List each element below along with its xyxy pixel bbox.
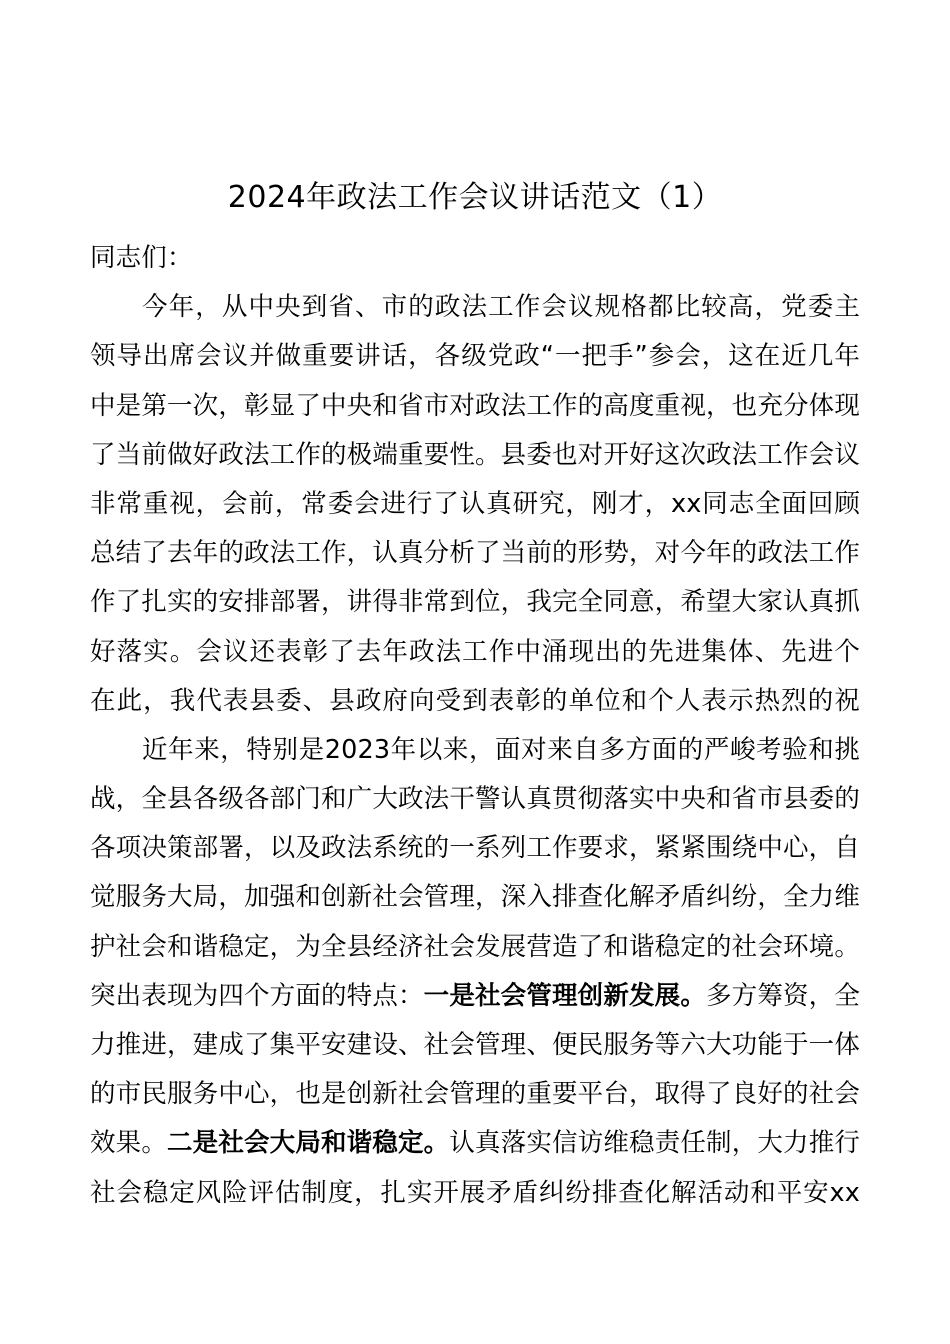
paragraph-2-line-6-text-b: 多方筹资，全 — [706, 980, 860, 1011]
paragraph-2-line-10: 社会稳定风险评估制度，扎实开展矛盾纠纷排查化解活动和平安xx — [90, 1177, 860, 1208]
paragraph-2-line-6 — [90, 972, 860, 1021]
paragraph-1-line-9: 在此，我代表县委、县政府向受到表彰的单位和个人表示热烈的祝 — [90, 685, 860, 716]
paragraph-2-line-8: 的市民服务中心，也是创新社会管理的重要平台，取得了良好的社会 — [90, 1079, 860, 1110]
paragraph-1-line-2: 领导出席会议并做重要讲话，各级党政“一把手”参会，这在近几年 — [90, 341, 860, 372]
highlight-point-two: 二是社会大局和谐稳定。 — [167, 1128, 450, 1159]
paragraph-2-line-1: 近年来，特别是2023年以来，面对来自多方面的严峻考验和挑 — [142, 734, 860, 765]
paragraph-1-line-3: 中是第一次，彰显了中央和省市对政法工作的高度重视，也充分体现 — [90, 390, 860, 421]
paragraph-2-line-4: 觉服务大局，加强和创新社会管理，深入排查化解矛盾纠纷，全力维 — [90, 882, 860, 913]
paragraph-1-line-8: 好落实。会议还表彰了去年政法工作中涌现出的先进集体、先进个 — [90, 636, 860, 667]
highlight-point-one: 一是社会管理创新发展。 — [423, 980, 707, 1011]
salutation: 同志们： — [90, 243, 193, 273]
paragraph-2-line-6-text-a: 突出表现为四个方面的特点： — [90, 980, 424, 1011]
document-title: 2024年政法工作会议讲话范文（1） — [227, 180, 723, 215]
paragraph-2-line-9-text-a: 效果。 — [90, 1128, 168, 1159]
paragraph-2-line-7: 力推进，建成了集平安建设、社会管理、便民服务等六大功能于一体 — [90, 1030, 860, 1060]
paragraph-1-line-1: 今年，从中央到省、市的政法工作会议规格都比较高，党委主 — [142, 292, 860, 323]
paragraph-2-line-9 — [90, 1119, 860, 1168]
paragraph-2-line-2: 战，全县各级各部门和广大政法干警认真贯彻落实中央和省市县委的 — [90, 784, 860, 815]
document-body — [90, 234, 860, 1218]
paragraph-2-line-3: 各项决策部署，以及政法系统的一系列工作要求，紧紧围绕中心，自 — [90, 833, 860, 864]
paragraph-2-line-5: 护社会和谐稳定，为全县经济社会发展营造了和谐稳定的社会环境。 — [90, 931, 860, 962]
paragraph-1-line-6: 总结了去年的政法工作，认真分析了当前的形势，对今年的政法工作 — [90, 538, 860, 569]
paragraph-1-line-5: 非常重视，会前，常委会进行了认真研究，刚才，xx同志全面回顾 — [90, 488, 860, 519]
paragraph-2-line-9-text-b: 认真落实信访维稳责任制，大力推行 — [449, 1128, 860, 1159]
paragraph-1-line-7: 作了扎实的安排部署，讲得非常到位，我完全同意，希望大家认真抓 — [90, 587, 860, 618]
paragraph-1-line-4: 了当前做好政法工作的极端重要性。县委也对开好这次政法工作会议 — [90, 439, 860, 470]
